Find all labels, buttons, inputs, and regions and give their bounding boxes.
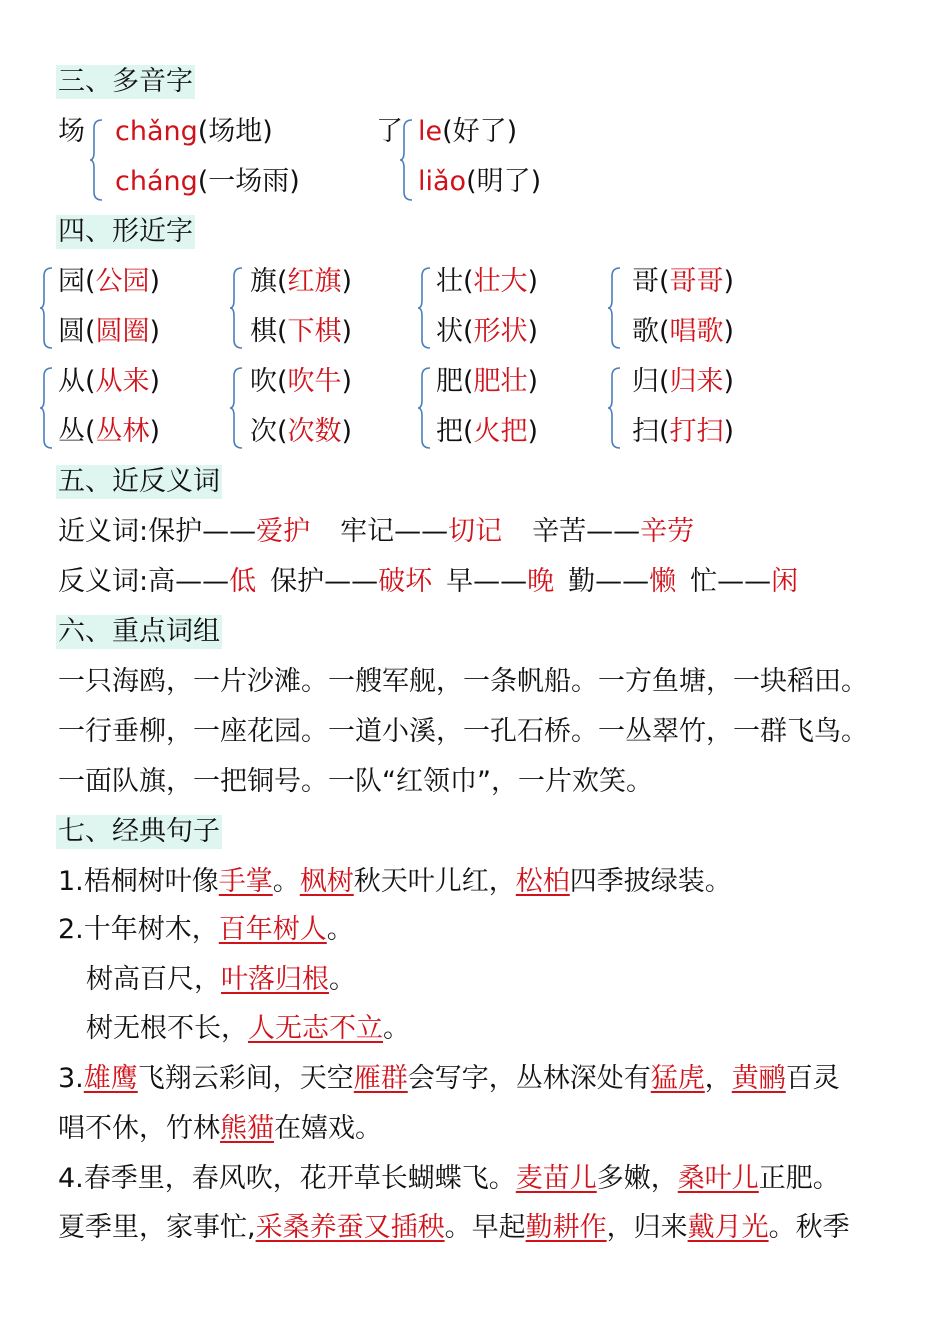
similar-char-item: 归(归来) xyxy=(632,366,735,397)
polyphone-char: 了 xyxy=(376,116,403,147)
sentence-line: 3.雄鹰飞翔云彩间，天空雁群会写字，丛林深处有猛虎，黄鹂百灵 xyxy=(58,1063,840,1094)
phrase-line: 一面队旗，一把铜号。一队“红领巾”，一片欢笑。 xyxy=(58,766,653,797)
section-5-title: 五、近反义词 xyxy=(58,466,220,497)
sentence-line: 夏季里，家事忙,采桑养蚕又插秧。早起勤耕作，归来戴月光。秋季 xyxy=(58,1212,850,1243)
similar-char-item: 棋(下棋) xyxy=(250,316,353,347)
similar-char-item: 丛(丛林) xyxy=(58,416,161,447)
section-4-title: 四、形近字 xyxy=(58,216,193,247)
sentence-line: 树高百尺，叶落归根。 xyxy=(86,964,356,995)
brace-icon xyxy=(40,266,54,350)
phrase-line: 一行垂柳，一座花园。一道小溪，一孔石桥。一丛翠竹，一群飞鸟。 xyxy=(58,716,868,747)
similar-char-item: 肥(肥壮) xyxy=(436,366,539,397)
polyphone-reading: le(好了) xyxy=(418,116,518,147)
brace-icon xyxy=(230,266,244,350)
synonym-line: 近义词:保护——爱护 牢记——切记 辛苦——辛劳 xyxy=(58,516,695,547)
brace-icon xyxy=(90,118,104,202)
sentence-line: 1.梧桐树叶像手掌。枫树秋天叶儿红，松柏四季披绿装。 xyxy=(58,866,732,897)
similar-char-item: 旗(红旗) xyxy=(250,266,353,297)
brace-icon xyxy=(40,366,54,450)
similar-char-item: 歌(唱歌) xyxy=(632,316,735,347)
brace-icon xyxy=(608,266,622,350)
similar-char-item: 壮(壮大) xyxy=(436,266,539,297)
section-6-title: 六、重点词组 xyxy=(58,616,220,647)
similar-char-item: 状(形状) xyxy=(436,316,539,347)
antonym-line: 反义词:高——低 保护——破坏 早——晚 勤——懒 忙——闲 xyxy=(58,566,799,597)
similar-char-item: 园(公园) xyxy=(58,266,161,297)
brace-icon xyxy=(230,366,244,450)
brace-icon xyxy=(400,118,414,202)
polyphone-char: 场 xyxy=(58,116,85,147)
polyphone-reading: liǎo(明了) xyxy=(418,166,542,197)
section-7-title: 七、经典句子 xyxy=(58,816,220,847)
sentence-line: 4.春季里，春风吹，花开草长蝴蝶飞。麦苗儿多嫩，桑叶儿正肥。 xyxy=(58,1163,840,1194)
sentence-line: 树无根不长，人无志不立。 xyxy=(86,1013,410,1044)
similar-char-item: 吹(吹牛) xyxy=(250,366,353,397)
brace-icon xyxy=(418,266,432,350)
brace-icon xyxy=(608,366,622,450)
similar-char-item: 圆(圆圈) xyxy=(58,316,161,347)
similar-char-item: 把(火把) xyxy=(436,416,539,447)
phrase-line: 一只海鸥，一片沙滩。一艘军舰，一条帆船。一方鱼塘，一块稻田。 xyxy=(58,666,868,697)
similar-char-item: 哥(哥哥) xyxy=(632,266,735,297)
polyphone-reading: chǎng(场地) xyxy=(115,116,273,147)
brace-icon xyxy=(418,366,432,450)
sentence-line: 唱不休，竹林熊猫在嬉戏。 xyxy=(58,1113,382,1144)
section-3-title: 三、多音字 xyxy=(58,66,193,97)
similar-char-item: 从(从来) xyxy=(58,366,161,397)
similar-char-item: 次(次数) xyxy=(250,416,353,447)
polyphone-reading: cháng(一场雨) xyxy=(115,166,300,197)
sentence-line: 2.十年树木，百年树人。 xyxy=(58,914,354,945)
similar-char-item: 扫(打扫) xyxy=(632,416,735,447)
